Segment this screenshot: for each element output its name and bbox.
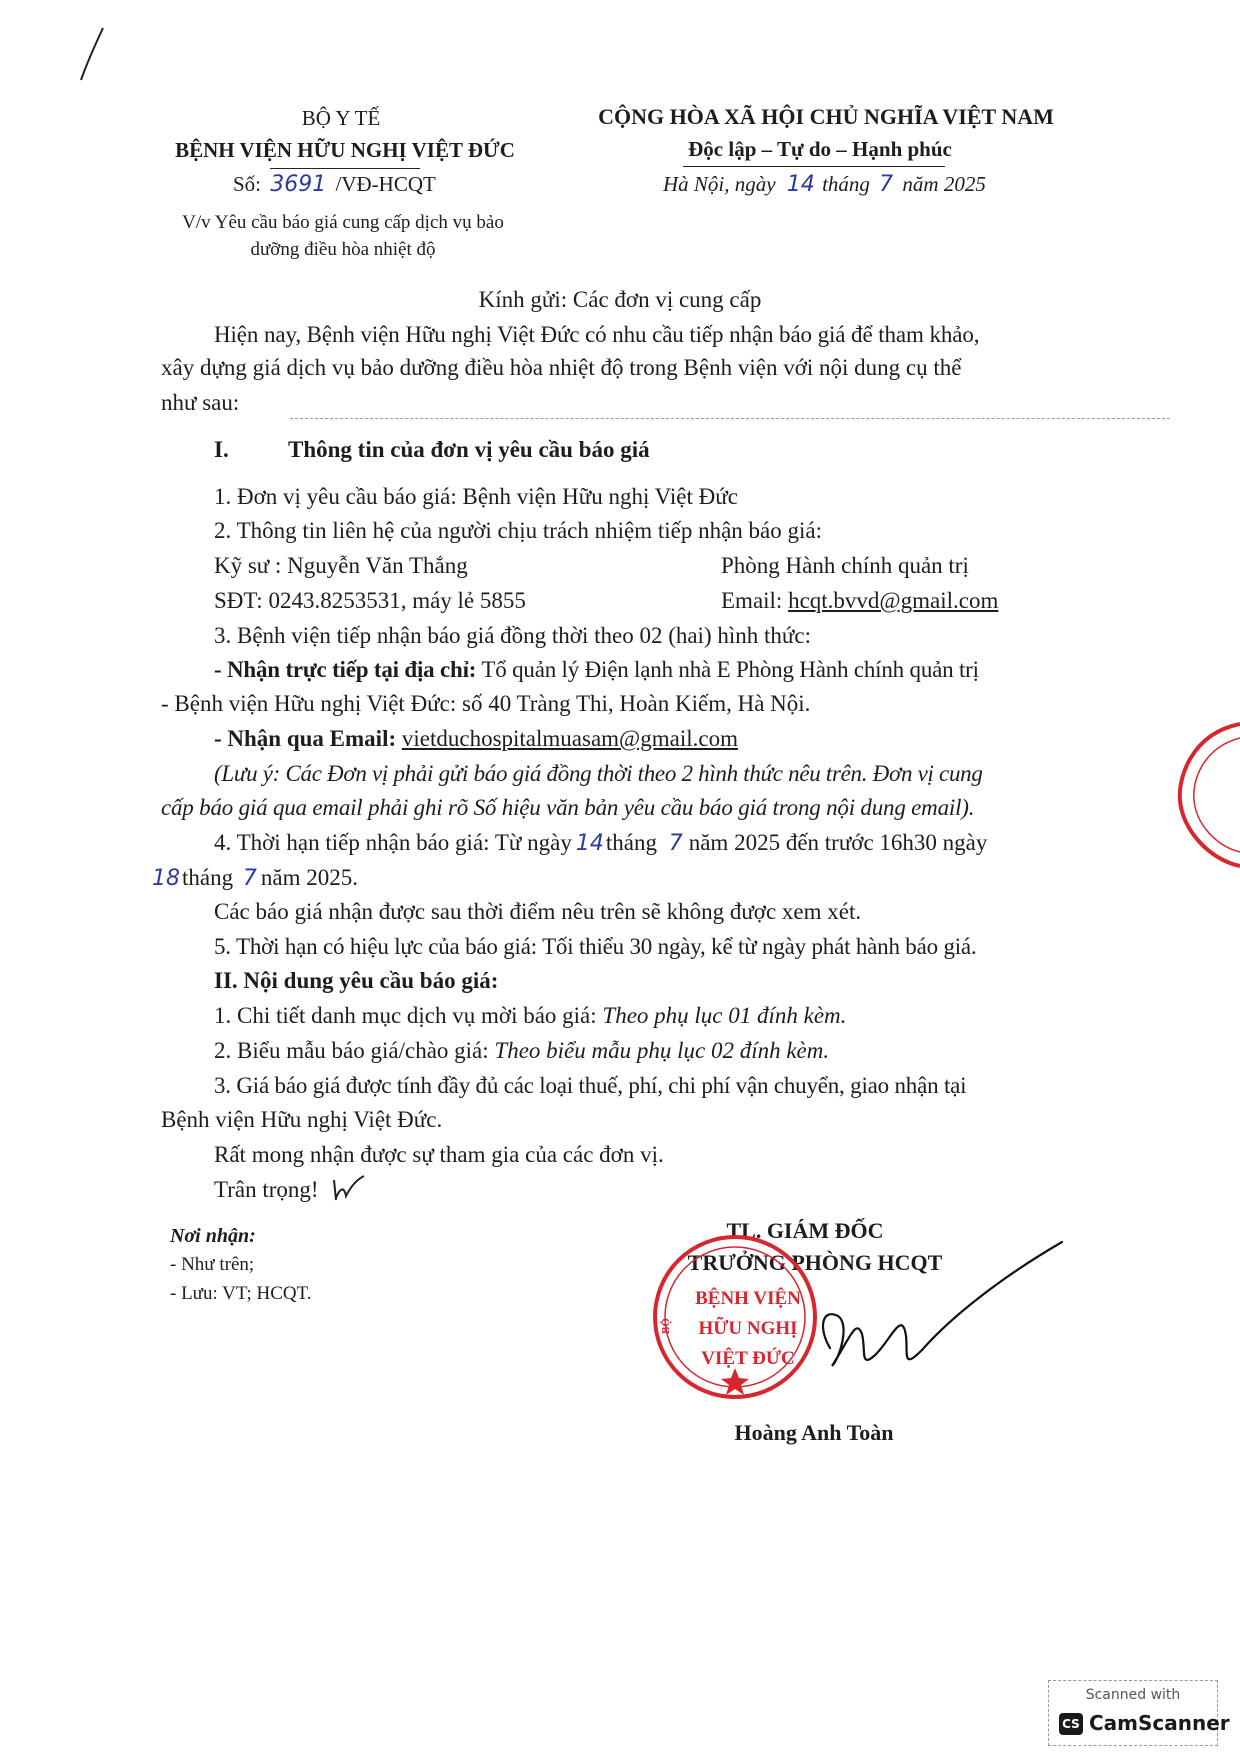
item-4-text-b: tháng xyxy=(605,830,657,855)
hospital-name: BỆNH VIỆN HỮU NGHỊ VIỆT ĐỨC xyxy=(175,138,515,162)
item-4-month-2-handwritten: 7 xyxy=(242,866,257,891)
section-2-item-1-value: Theo phụ lục 01 đính kèm. xyxy=(602,1003,847,1028)
stamp-line-2: HỮU NGHỊ xyxy=(698,1318,798,1339)
section-1-number: I. xyxy=(214,437,229,462)
section-2-item-2-label: 2. Biểu mẫu báo giá/chào giá: xyxy=(214,1038,495,1063)
section-1-item-4-line-2 xyxy=(152,865,358,891)
section-2-item-2-value: Theo biểu mẫu phụ lục 02 đính kèm. xyxy=(494,1038,830,1063)
stamp-line-1: BỆNH VIỆN xyxy=(695,1288,801,1309)
section-1-item-3: 3. Bệnh viện tiếp nhận báo giá đồng thời theo 02 (hai) hình thức: xyxy=(214,623,811,648)
section-2-item-3-line-1: 3. Giá báo giá được tính đầy đủ các loại thuế, phí, chi phí vận chuyển, giao nhận tại xyxy=(214,1073,967,1098)
section-1-title: Thông tin của đơn vị yêu cầu báo giá xyxy=(288,437,650,462)
direct-address-text: Tổ quản lý Điện lạnh nhà E Phòng Hành chính quản trị xyxy=(476,657,979,682)
section-2-item-2 xyxy=(214,1038,829,1064)
camscanner-badge xyxy=(1048,1680,1230,1746)
closing-line-1: Rất mong nhận được sự tham gia của các đơn vị. xyxy=(214,1142,664,1167)
late-submission-note: Các báo giá nhận được sau thời điểm nêu trên sẽ không được xem xét. xyxy=(214,899,862,924)
recipient-1: - Như trên; xyxy=(170,1254,255,1275)
signer-name: Hoàng Anh Toàn xyxy=(734,1420,894,1445)
date-day-handwritten: 14 xyxy=(786,172,815,197)
motto-underline xyxy=(683,166,945,167)
date-month-handwritten: 7 xyxy=(879,172,894,197)
item-4-day-1-handwritten: 14 xyxy=(575,831,604,856)
email-submission xyxy=(214,726,738,752)
signature-icon xyxy=(810,1238,1070,1398)
item-4-text-a: 4. Thời hạn tiếp nhận báo giá: Từ ngày xyxy=(214,830,572,855)
separator-line xyxy=(290,418,1170,419)
country-name: CỘNG HÒA XÃ HỘI CHỦ NGHĨA VIỆT NAM xyxy=(598,104,1054,129)
section-1-item-2: 2. Thông tin liên hệ của người chịu trách nhiệm tiếp nhận báo giá: xyxy=(214,518,822,543)
note-line-1: (Lưu ý: Các Đơn vị phải gửi báo giá đồng thời theo 2 hình thức nêu trên. Đơn vị cung xyxy=(214,761,983,786)
recipient-2: - Lưu: VT; HCQT. xyxy=(170,1283,312,1304)
email-submission-link[interactable]: vietduchospitalmuasam@gmail.com xyxy=(401,726,738,751)
document-number-label: Số: xyxy=(233,172,262,196)
document-number xyxy=(233,172,436,197)
intro-line-2: xây dựng giá dịch vụ bảo dưỡng điều hòa nhiệt độ trong Bệnh viện với nội dung cụ thể xyxy=(161,355,962,380)
ministry-name: BỘ Y TẾ xyxy=(301,106,381,130)
section-2-item-1 xyxy=(214,1003,846,1029)
contact-department: Phòng Hành chính quản trị xyxy=(721,553,969,578)
email-submission-label: - Nhận qua Email: xyxy=(214,726,397,751)
item-4-month-1-handwritten: 7 xyxy=(668,831,683,856)
section-2-title: II. Nội dung yêu cầu báo giá: xyxy=(214,968,499,993)
camscanner-logo-icon: CS xyxy=(1059,1713,1083,1735)
subject-line-1: V/v Yêu cầu báo giá cung cấp dịch vụ bảo xyxy=(182,212,504,233)
document-number-suffix: /VĐ-HCQT xyxy=(335,172,436,196)
direct-address-line-1 xyxy=(214,657,979,683)
date-year: năm 2025 xyxy=(902,172,986,196)
date-month-label: tháng xyxy=(822,172,870,196)
document-date xyxy=(663,172,986,197)
section-2-item-1-label: 1. Chi tiết danh mục dịch vụ mời báo giá: xyxy=(214,1003,603,1028)
contact-email-label: Email: xyxy=(721,588,783,613)
note-line-2: cấp báo giá qua email phải ghi rõ Số hiệu văn bản yêu cầu báo giá trong nội dung email). xyxy=(161,795,975,820)
date-prefix: Hà Nội, ngày xyxy=(663,172,776,196)
subject-line-2: dưỡng điều hòa nhiệt độ xyxy=(250,239,436,260)
section-1-item-1: 1. Đơn vị yêu cầu báo giá: Bệnh viện Hữu nghị Việt Đức xyxy=(214,484,738,509)
camscanner-name: CamScanner xyxy=(1089,1711,1230,1735)
item-4-text-e: năm 2025. xyxy=(260,865,358,890)
camscanner-top-text: Scanned with xyxy=(1085,1687,1181,1703)
stamp-icon xyxy=(650,1232,820,1402)
item-4-text-d: tháng xyxy=(182,865,234,890)
section-1-item-4-line-1 xyxy=(214,830,987,856)
contact-email xyxy=(721,588,998,614)
contact-name: Kỹ sư : Nguyễn Văn Thắng xyxy=(214,553,468,578)
greeting: Kính gửi: Các đơn vị cung cấp xyxy=(478,287,762,312)
stamp-side-text: BỘ xyxy=(659,1318,672,1334)
closing-line-2: Trân trọng! xyxy=(214,1177,319,1202)
intro-line-1: Hiện nay, Bệnh viện Hữu nghị Việt Đức có nhu cầu tiếp nhận báo giá để tham khảo, xyxy=(214,322,980,347)
section-2-item-3-line-2: Bệnh viện Hữu nghị Việt Đức. xyxy=(161,1107,443,1132)
item-4-text-c: năm 2025 đến trước 16h30 ngày xyxy=(688,830,988,855)
signature-title-2: TRƯỞNG PHÒNG HCQT xyxy=(687,1250,943,1275)
direct-address-label: - Nhận trực tiếp tại địa chỉ: xyxy=(214,657,477,682)
signature-title-1: TL. GIÁM ĐỐC xyxy=(726,1218,884,1243)
contact-email-link[interactable]: hcqt.bvvd@gmail.com xyxy=(788,588,999,613)
intro-line-3: như sau: xyxy=(161,390,240,415)
partial-stamp-icon xyxy=(1170,720,1240,870)
item-4-day-2-handwritten: 18 xyxy=(152,866,180,891)
section-1-item-5: 5. Thời hạn có hiệu lực của báo giá: Tối thiểu 30 ngày, kể từ ngày phát hành báo giá. xyxy=(214,934,977,959)
direct-address-line-2: - Bệnh viện Hữu nghị Việt Đức: số 40 Tràng Thi, Hoàn Kiếm, Hà Nội. xyxy=(161,691,811,716)
recipients-title: Nơi nhận: xyxy=(170,1225,256,1247)
contact-phone: SĐT: 0243.8253531, máy lẻ 5855 xyxy=(214,588,526,613)
pen-mark-icon xyxy=(75,25,115,85)
initial-mark-icon xyxy=(330,1174,366,1204)
document-number-handwritten: 3691 xyxy=(270,172,327,197)
stamp-line-3: VIỆT ĐỨC xyxy=(701,1348,795,1369)
national-motto: Độc lập – Tự do – Hạnh phúc xyxy=(688,137,952,161)
hospital-underline xyxy=(270,168,420,169)
